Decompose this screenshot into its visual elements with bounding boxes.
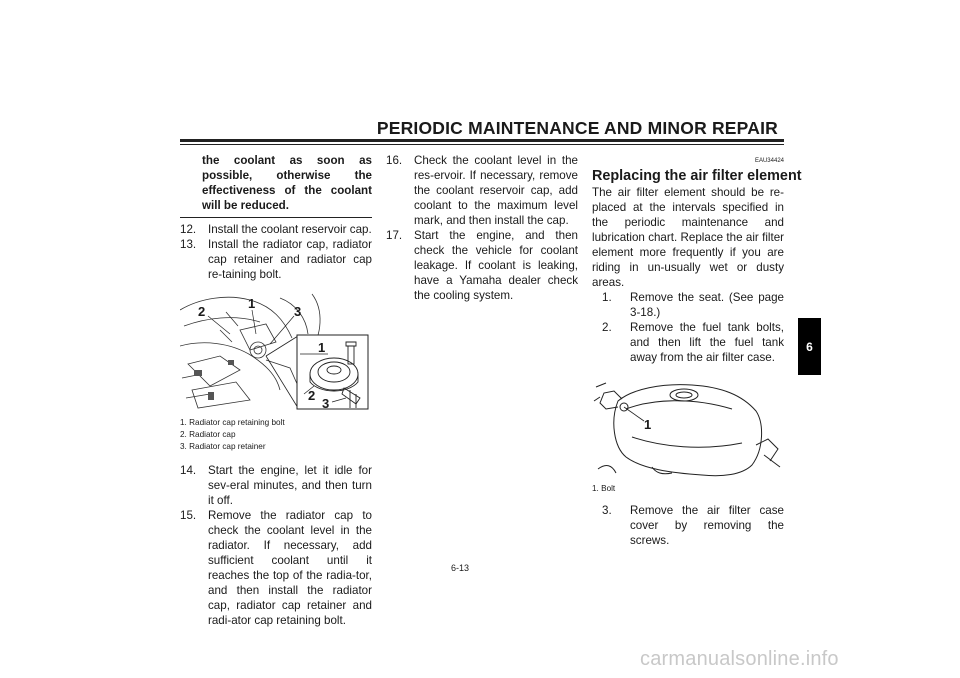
page-number: 6-13 xyxy=(450,563,469,573)
step-15 xyxy=(180,508,372,628)
radiator-cap-figure xyxy=(180,290,372,413)
step-2 xyxy=(592,320,784,365)
step-number: 3. xyxy=(602,504,612,517)
step-text: Remove the seat. (See page 3-18.) xyxy=(630,291,784,319)
column-left xyxy=(180,153,372,628)
section-intro: The air filter element should be re-placed at the intervals specified in the periodic maintenance and lubrication chart. Replace the air filter element more frequently if you are riding in un-usually wet or dusty areas. xyxy=(592,186,784,289)
step-number: 2. xyxy=(602,321,612,334)
callout-3: 3 xyxy=(294,304,302,319)
radiator-cap-illustration xyxy=(180,290,372,413)
callout-1: 1 xyxy=(248,296,256,311)
step-text: Install the radiator cap, radiator cap retainer and radiator cap re-taining bolt. xyxy=(208,238,372,281)
step-number: 16. xyxy=(386,154,403,167)
chapter-tab: 6 xyxy=(798,318,821,375)
step-3 xyxy=(592,503,784,548)
caption-item: 2. Radiator cap xyxy=(180,430,236,439)
inset-callout-3: 3 xyxy=(322,396,330,411)
figure-captions xyxy=(180,417,372,453)
page-title: PERIODIC MAINTENANCE AND MINOR REPAIR xyxy=(376,118,778,138)
caption-bolt: 1. Bolt xyxy=(592,484,616,493)
step-13 xyxy=(180,237,372,282)
step-16 xyxy=(386,153,578,228)
column-right xyxy=(592,154,802,548)
section-heading: Replacing the air filter element xyxy=(592,168,802,184)
section-code: EAU34424 xyxy=(754,158,784,164)
step-text: Install the coolant reservoir cap. xyxy=(208,223,372,236)
step-text: Check the coolant level in the res-ervoir. If necessary, remove the coolant reservoir cap, add coolant to the maximum level mark, and then install the cap. xyxy=(414,154,578,227)
step-text: Start the engine, let it idle for sev-eral minutes, and then turn it off. xyxy=(208,464,372,507)
step-number: 14. xyxy=(180,464,197,477)
inset-callout-1: 1 xyxy=(318,340,326,355)
warning-rule xyxy=(180,217,372,218)
callout-2: 2 xyxy=(198,304,206,319)
step-number: 15. xyxy=(180,509,197,522)
column-middle xyxy=(386,153,578,303)
caption-item: 3. Radiator cap retainer xyxy=(180,442,266,451)
callout-1: 1 xyxy=(644,417,652,432)
caption-item: 1. Radiator cap retaining bolt xyxy=(180,418,285,427)
fuel-tank-illustration xyxy=(592,377,784,481)
step-number: 12. xyxy=(180,223,197,236)
inset-callout-2: 2 xyxy=(308,388,316,403)
header-rule-thin xyxy=(180,144,784,145)
step-number: 17. xyxy=(386,229,403,242)
step-1 xyxy=(592,290,784,320)
step-14 xyxy=(180,463,372,508)
step-text: Remove the air filter case cover by removing the screws. xyxy=(630,504,784,547)
step-17 xyxy=(386,228,578,303)
header-rule-thick xyxy=(180,139,784,142)
step-text: Remove the fuel tank bolts, and then lift the fuel tank away from the air filter case. xyxy=(630,321,784,364)
step-12 xyxy=(180,222,372,237)
step-text: Remove the radiator cap to check the coolant level in the radiator. If necessary, add sufficient coolant until it reaches the top of the radia-tor, and then install the radiator cap, radiator cap retainer and radi-ator cap retaining bolt. xyxy=(208,509,372,627)
step-number: 1. xyxy=(602,291,612,304)
step-number: 13. xyxy=(180,238,197,251)
fuel-tank-figure xyxy=(592,377,784,481)
warning-text: the coolant as soon as possible, otherwise the effectiveness of the coolant will be reduced. xyxy=(202,154,372,212)
step-text: Start the engine, and then check the vehicle for coolant leakage. If coolant is leaking, have a Yamaha dealer check the cooling system. xyxy=(414,229,578,302)
watermark: carmanualsonline.info xyxy=(640,648,839,670)
